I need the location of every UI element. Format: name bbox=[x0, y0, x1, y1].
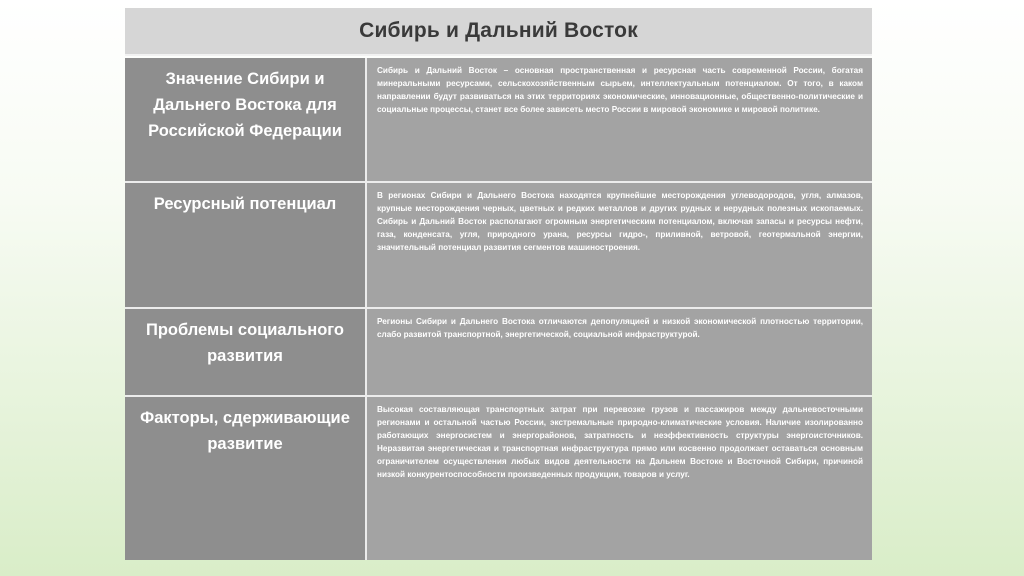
row-label-cell bbox=[125, 58, 367, 181]
row-label: Ресурсный потенциал bbox=[153, 195, 337, 213]
row-label-cell bbox=[125, 183, 367, 307]
row-label-cell bbox=[125, 397, 367, 560]
row-description: Сибирь и Дальний Восток – основная пространственная и ресурсная часть современной России, богатая минеральными ресурсами, сельскохозяйственным сырьем, интеллектуальным потенциалом. От того, в каком направлении будут развиваться на этих территориях экономические, инновационные, общественно-политические и социальные процессы, станет все более зависеть место России в мировой экономике и мировой политике. bbox=[377, 66, 863, 115]
row-label: Проблемы социального развития bbox=[145, 321, 345, 365]
row-description: В регионах Сибири и Дальнего Востока находятся крупнейшие месторождения углеводородов, угля, алмазов, крупные месторождения черных, цветных и редких металлов и других рудных и нерудных полезных ископаемых. Сибирь и Дальний Восток располагают огромным энергетическим потенциалом, включая запасы и ресурсы нефти, газа, конденсата, угля, природного урана, ресурсы гидро-, приливной, ветровой, геотермальной энергии, значительный потенциал развития сегментов машиностроения. bbox=[377, 191, 863, 253]
row-label-cell bbox=[125, 309, 367, 395]
row-label: Факторы, сдерживающие развитие bbox=[140, 409, 350, 453]
row-description-cell bbox=[367, 183, 872, 307]
table-row bbox=[125, 58, 872, 183]
row-description-cell bbox=[367, 309, 872, 395]
row-description: Регионы Сибири и Дальнего Востока отличаются депопуляцией и низкой экономической плотностью территории, слабо развитой транспортной, энергетической, социальной инфраструктурой. bbox=[377, 317, 863, 340]
slide-title: Сибирь и Дальний Восток bbox=[359, 19, 638, 42]
row-description: Высокая составляющая транспортных затрат при перевозке грузов и пассажиров между дальневосточными регионами и остальной частью России, экстремальные природно-климатические условия. Наличие изолированно работающих энергосистем и энергорайонов, затратность и неэффективность структуры энергоисточников. Неразвитая энергетическая и транспортная инфраструктура прямо или косвенно продолжает оставаться основным ограничителем осуществления любых видов деятельности на Дальнем Востоке и Восточной Сибири, причиной низкой конкурентоспособности произведенных продукции, товаров и услуг. bbox=[377, 405, 863, 480]
title-bar bbox=[125, 8, 872, 56]
table-row bbox=[125, 309, 872, 397]
slide bbox=[125, 8, 872, 560]
row-label: Значение Сибири и Дальнего Востока для Российской Федерации bbox=[148, 70, 342, 140]
table-row bbox=[125, 183, 872, 309]
row-description-cell bbox=[367, 58, 872, 181]
row-description-cell bbox=[367, 397, 872, 560]
table-row bbox=[125, 397, 872, 560]
